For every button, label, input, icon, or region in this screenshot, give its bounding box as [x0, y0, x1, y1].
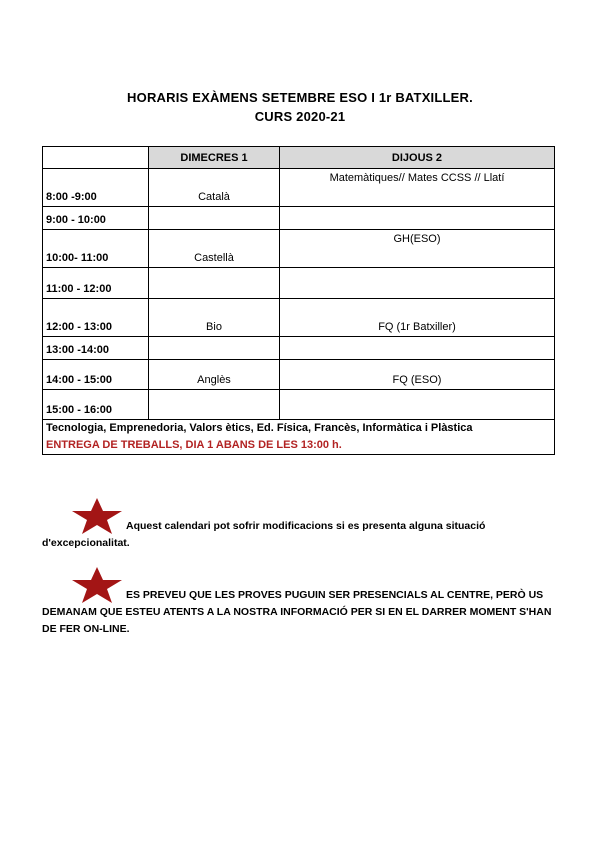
table-row: [43, 360, 555, 390]
table-row: [43, 169, 555, 207]
footer-subjects: Tecnologia, Emprenedoria, Valors ètics, Ed. Física, Francès, Informàtica i Plàstica: [46, 422, 473, 434]
table-row: [43, 337, 555, 360]
footer-row: [43, 420, 555, 455]
notice-online-text: ES PREVEU QUE LES PROVES PUGUIN SER PRESENCIALS AL CENTRE, PERÒ US DEMANAM QUE ESTEU ATENTS A LA NOSTRA INFORMACIÓ PER SI EN EL DARRER MOMENT S'HAN DE FER ON-LINE.: [42, 589, 552, 635]
time-cell: 8:00 -9:00: [43, 169, 149, 207]
time-cell: 9:00 - 10:00: [43, 207, 149, 230]
header-day2: DIJOUS 2: [280, 147, 555, 169]
day1-cell: [149, 337, 280, 360]
table-row: [43, 299, 555, 337]
time-cell: 12:00 - 13:00: [43, 299, 149, 337]
day2-cell: FQ (1r Batxiller): [280, 299, 555, 337]
time-cell: 10:00- 11:00: [43, 230, 149, 268]
day2-cell: [280, 337, 555, 360]
day2-cell: [280, 207, 555, 230]
time-cell: 13:00 -14:00: [43, 337, 149, 360]
day1-cell: Català: [149, 169, 280, 207]
notice-calendar-changes: [42, 497, 557, 552]
day2-cell: GH(ESO): [280, 230, 555, 268]
table-row: [43, 390, 555, 420]
day1-cell: [149, 207, 280, 230]
day1-cell: [149, 268, 280, 299]
day2-cell: Matemàtiques// Mates CCSS // Llatí: [280, 169, 555, 207]
table-row: [43, 230, 555, 268]
table-row: [43, 268, 555, 299]
star-icon: [70, 497, 124, 535]
day2-cell: FQ (ESO): [280, 360, 555, 390]
footer-delivery-note: ENTREGA DE TREBALLS, DIA 1 ABANS DE LES 13:00 h.: [46, 439, 342, 451]
day1-cell: [149, 390, 280, 420]
day1-cell: Bio: [149, 299, 280, 337]
footer-cell: [43, 420, 555, 455]
star-icon: [70, 566, 124, 604]
day2-cell: [280, 390, 555, 420]
time-cell: 14:00 - 15:00: [43, 360, 149, 390]
header-blank-cell: [43, 147, 149, 169]
time-cell: 11:00 - 12:00: [43, 268, 149, 299]
notice-calendar-text: Aquest calendari pot sofrir modificacions si es presenta alguna situació d'excepcionalitat.: [42, 520, 486, 549]
page-title: HORARIS EXÀMENS SETEMBRE ESO I 1r BATXILLER.: [127, 90, 473, 105]
table-row: [43, 207, 555, 230]
day2-cell: [280, 268, 555, 299]
time-cell: 15:00 - 16:00: [43, 390, 149, 420]
header-day1: DIMECRES 1: [149, 147, 280, 169]
day1-cell: Anglès: [149, 360, 280, 390]
page-subtitle: CURS 2020-21: [254, 109, 346, 124]
table-header-row: [43, 147, 555, 169]
exam-schedule-table: [42, 146, 555, 455]
day1-cell: Castellà: [149, 230, 280, 268]
notice-online-possibility: [42, 566, 557, 638]
